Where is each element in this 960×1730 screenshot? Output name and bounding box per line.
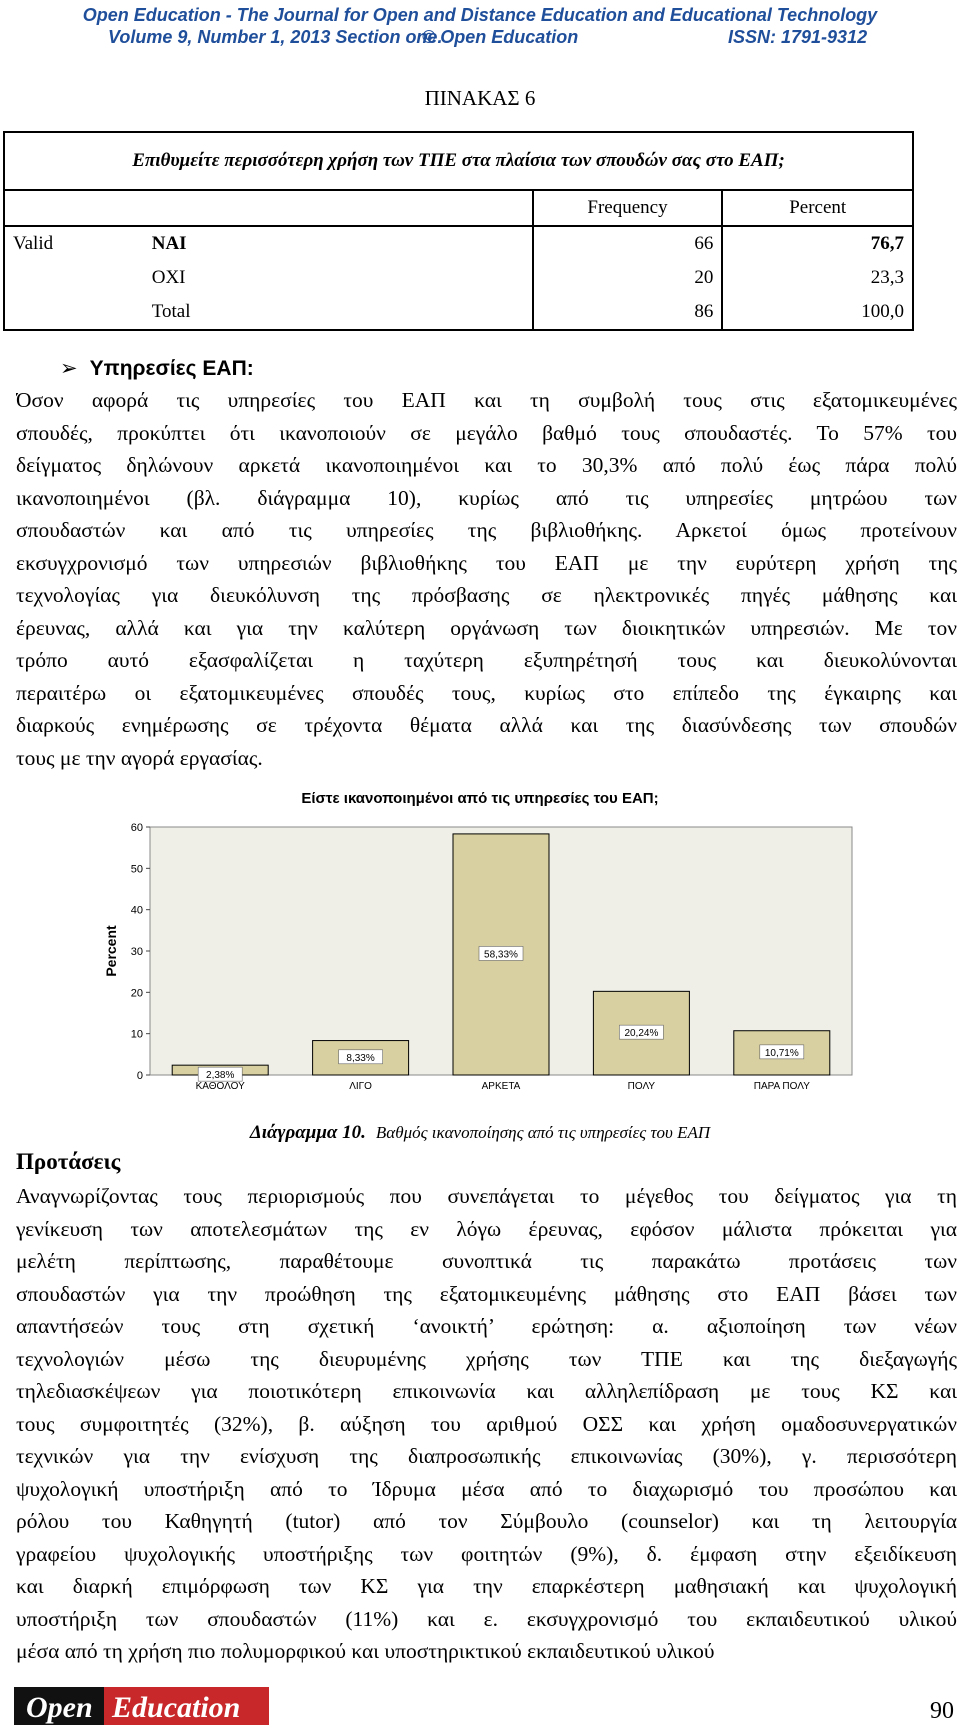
section-heading: ➢ Υπηρεσίες ΕΑΠ: xyxy=(60,356,254,380)
table-question: Επιθυμείτε περισσότερη χρήση των ΤΠΕ στα πλαίσια των σπουδών σας στο ΕΑΠ; xyxy=(4,132,913,190)
text-line: Όσον αφορά τις υπηρεσίες του ΕΑΠ και τη συμβολή τους στις εξατομικευμένες xyxy=(16,388,957,412)
text-line: τεχνικών για την ενίσχυση της διαπροσωπικής επικοινωνίας (30%), γ. περισσότερη xyxy=(16,1444,957,1468)
journal-header xyxy=(0,4,960,48)
x-tick-label: ΑΡΚΕΤΑ xyxy=(481,1081,521,1092)
text-line: και διαρκή επιμόρφωση των ΚΣ για την επαρκέστερη μαθησιακή και ψυχολογική xyxy=(16,1574,957,1598)
text-line: απαντήσεών τους στη σχετική ‘ανοικτή’ ερώτηση: α. αξιοποίηση των νέων xyxy=(16,1314,957,1338)
journal-title: Open Education - The Journal for Open and Distance Education and Educational Technology xyxy=(82,5,878,25)
row-label: ΟΧΙ xyxy=(151,267,186,288)
text-line: σπουδές, προκύπτει ότι ικανοποιούν σε μεγάλο βαθμό τους σπουδαστές. Το 57% του xyxy=(16,420,957,445)
text-line: τηλεδιασκέψεων για ποιοτικότερη επικοινωνία και αλληλεπίδραση με τους ΚΣ και xyxy=(16,1379,957,1403)
text-line: εκσυγχρονισμό των υπηρεσιών βιβλιοθήκης του ΕΑΠ με την ευρύτερη χρήση της xyxy=(16,550,957,575)
section1-body xyxy=(16,384,957,774)
table-header-empty xyxy=(144,190,533,226)
y-tick-label: 0 xyxy=(136,1070,143,1082)
y-axis-label: Percent xyxy=(103,925,119,977)
x-tick-label: ΚΑΘΟΛΟΥ xyxy=(195,1081,245,1092)
journal-info-line xyxy=(0,26,960,48)
page-number: 90 xyxy=(930,1698,954,1724)
row-percent: 23,3 xyxy=(722,261,913,295)
section2-heading: Προτάσεις xyxy=(16,1149,121,1174)
text-line: τεχνολογιών μέσω της διευρυμένης χρήσης των ΤΠΕ και της διεξαγωγής xyxy=(16,1346,957,1371)
y-tick-label: 10 xyxy=(130,1028,143,1041)
text-line: μελέτη περίπτωσης, παραθέτουμε συνοπτικά τις παρακάτω προτάσεις των xyxy=(16,1249,957,1273)
y-tick-label: 20 xyxy=(130,987,143,1000)
table-row xyxy=(4,261,913,295)
journal-copyright: © Open Education xyxy=(422,27,579,47)
caption-text: Βαθμός ικανοποίησης από τις υπηρεσίες του ΕΑΠ xyxy=(375,1123,711,1142)
table-row xyxy=(4,295,913,330)
text-line: δείγματος δηλώνουν αρκετά ικανοποιημένοι και το 30,3% από πολύ έως πάρα πολύ xyxy=(16,453,957,477)
y-tick-label: 60 xyxy=(130,822,143,834)
chart-title: Είστε ικανοποιημένοι από τις υπηρεσίες του ΕΑΠ; xyxy=(301,790,659,807)
row-label: ΝΑΙ xyxy=(151,233,187,254)
row-percent: 76,7 xyxy=(722,226,913,261)
frequency-table xyxy=(3,131,914,331)
data-label: 2,38% xyxy=(206,1070,235,1082)
text-line: τους με την αγορά εργασίας. xyxy=(16,745,263,770)
text-line: ρόλου του Καθηγητή (tutor) από τον Σύμβουλο (counselor) και τη λειτουργία xyxy=(16,1509,957,1533)
col-frequency: Frequency xyxy=(533,190,723,226)
data-label: 8,33% xyxy=(346,1052,375,1064)
caption-label: Διάγραμμα 10. xyxy=(249,1122,366,1143)
valid-label: Valid xyxy=(4,226,144,261)
text-line: τρόπο αυτό εξασφαλίζεται η ταχύτερη εξυπηρέτησή τους και διευκολύνονται xyxy=(16,648,957,672)
section2-body xyxy=(16,1180,957,1668)
logo-word-education: Education xyxy=(112,1691,241,1724)
open-education-logo xyxy=(14,1685,269,1727)
x-tick-label: ΛΙΓΟ xyxy=(349,1081,372,1092)
text-line: γραφείου ψυχολογικής υποστήριξης των φοιτητών (9%), δ. έμφαση στην εξειδίκευση xyxy=(16,1541,957,1566)
text-line: σπουδαστών και από τις υπηρεσίες της βιβλιοθήκης. Αρκετοί όμως προτείνουν xyxy=(16,518,957,542)
data-label: 58,33% xyxy=(484,949,518,961)
col-percent: Percent xyxy=(722,190,913,226)
x-tick-label: ΠΑΡΑ ΠΟΛΥ xyxy=(753,1081,810,1092)
text-line: Αναγνωρίζοντας τους περιορισμούς που συνεπάγεται το μέγεθος του δείγματος για τη xyxy=(16,1184,957,1208)
table-header-empty xyxy=(4,190,144,226)
text-line: υποστήριξη των σπουδαστών (11%) και ε. εκσυγχρονισμό του εκπαιδευτικού υλικού xyxy=(16,1606,957,1631)
y-tick-label: 30 xyxy=(130,946,143,958)
y-tick-label: 50 xyxy=(130,863,143,876)
row-frequency: 86 xyxy=(533,295,723,330)
text-line: περαιτέρω οι εξατομικευμένες σπουδές τους, κυρίως στο επίπεδο της έγκαιρης και xyxy=(16,680,957,705)
row-frequency: 66 xyxy=(533,226,723,261)
data-label: 20,24% xyxy=(624,1028,659,1040)
table-row xyxy=(4,226,913,261)
text-line: τεχνολογίας για διευκόλυνση της πρόσβασης σε ηλεκτρονικές πηγές μάθησης και xyxy=(16,583,957,607)
y-tick-label: 40 xyxy=(130,904,143,917)
row-label: Total xyxy=(144,295,533,330)
row-frequency: 20 xyxy=(533,261,723,295)
logo-word-open: Open xyxy=(26,1691,93,1724)
text-line: γενίκευση των αποτελεσμάτων της εν λόγω έρευνας, εφόσον μάλιστα πρόκειται για xyxy=(16,1216,957,1241)
text-line: έρευνας, αλλά και για την καλύτερη οργάνωση των διοικητικών υπηρεσιών. Με τον xyxy=(16,615,957,640)
arrow-bullet-icon: ➢ xyxy=(60,356,78,380)
text-line: ικανοποιημένοι (βλ. διάγραμμα 10), κυρίως από τις υπηρεσίες μητρώου των xyxy=(16,485,957,510)
text-line: σπουδαστών για την προώθηση της εξατομικευμένης μάθησης στο ΕΑΠ βάσει των xyxy=(16,1281,957,1306)
text-line: ψυχολογική υποστήριξη από το Ίδρυμα μέσα από το διαχωρισμό του προσώπου και xyxy=(16,1476,957,1501)
text-line: τους συμφοιτητές (32%), β. αύξηση του αριθμού ΟΣΣ και χρήση ομαδοσυνεργατικών xyxy=(16,1411,957,1436)
data-label: 10,71% xyxy=(764,1047,799,1059)
figure-caption xyxy=(0,1122,960,1144)
journal-issn: ISSN: 1791-9312 xyxy=(728,27,868,47)
table-title: ΠΙΝΑΚΑΣ 6 xyxy=(424,86,536,110)
x-tick-label: ΠΟΛΥ xyxy=(627,1081,656,1092)
text-line: μέσα από τη χρήση πιο πολυμορφικού και υποστηρικτικού εκπαιδευτικού υλικού xyxy=(16,1639,715,1663)
journal-volume: Volume 9, Number 1, 2013 Section one. xyxy=(108,27,443,47)
text-line: διαρκούς ενημέρωσης σε τρέχοντα θέματα αλλά και της διασύνδεσης των σπουδών xyxy=(16,713,957,737)
satisfaction-bar-chart xyxy=(100,785,860,1095)
row-percent: 100,0 xyxy=(722,295,913,330)
